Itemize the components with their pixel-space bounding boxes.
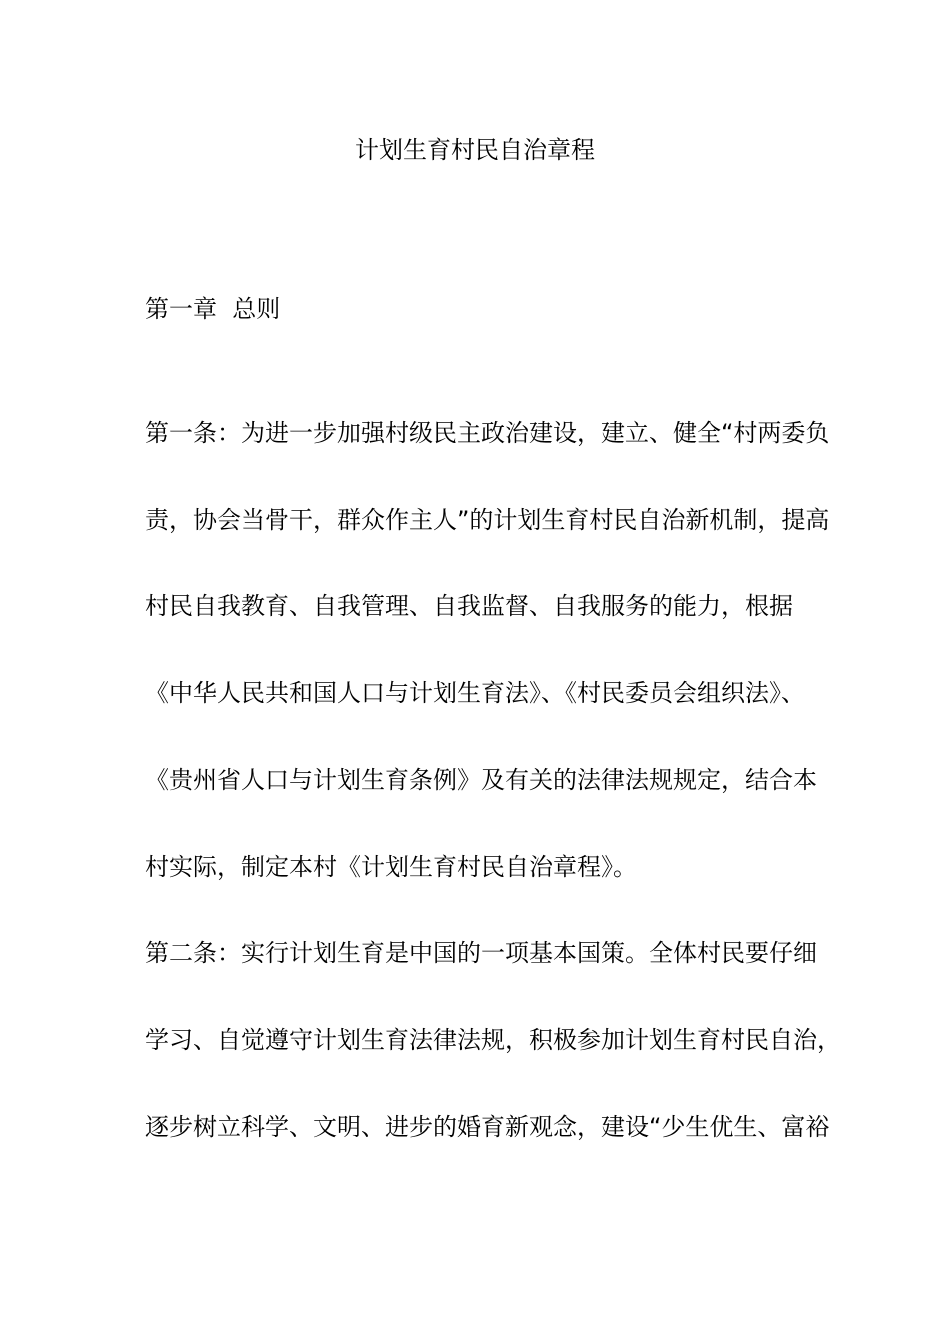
body-text-line: 村实际，制定本村《计划生育村民自治章程》。 [145, 853, 637, 881]
body-text-line: 责，协会当骨干，群众作主人”的计划生育村民自治新机制，提高 [145, 506, 830, 534]
body-text-line: 第一条：为进一步加强村级民主政治建设，建立、健全“村两委负 [145, 419, 830, 447]
body-text-line: 村民自我教育、自我管理、自我监督、自我服务的能力，根据 [145, 592, 793, 620]
body-text-line: 逐步树立科学、文明、进步的婚育新观念，建设“少生优生、富裕 [145, 1113, 830, 1141]
document-title: 计划生育村民自治章程 [355, 136, 595, 164]
body-text-line: 第二条：实行计划生育是中国的一项基本国策。全体村民要仔细 [145, 939, 817, 967]
chapter-heading: 第一章 总则 [145, 295, 281, 323]
body-text-line: 《中华人民共和国人口与计划生育法》、《村民委员会组织法》、 [145, 679, 805, 707]
body-text-line: 《贵州省人口与计划生育条例》及有关的法律法规规定，结合本 [145, 766, 817, 794]
body-text-line: 学习、自觉遵守计划生育法律法规，积极参加计划生育村民自治， [145, 1026, 841, 1054]
